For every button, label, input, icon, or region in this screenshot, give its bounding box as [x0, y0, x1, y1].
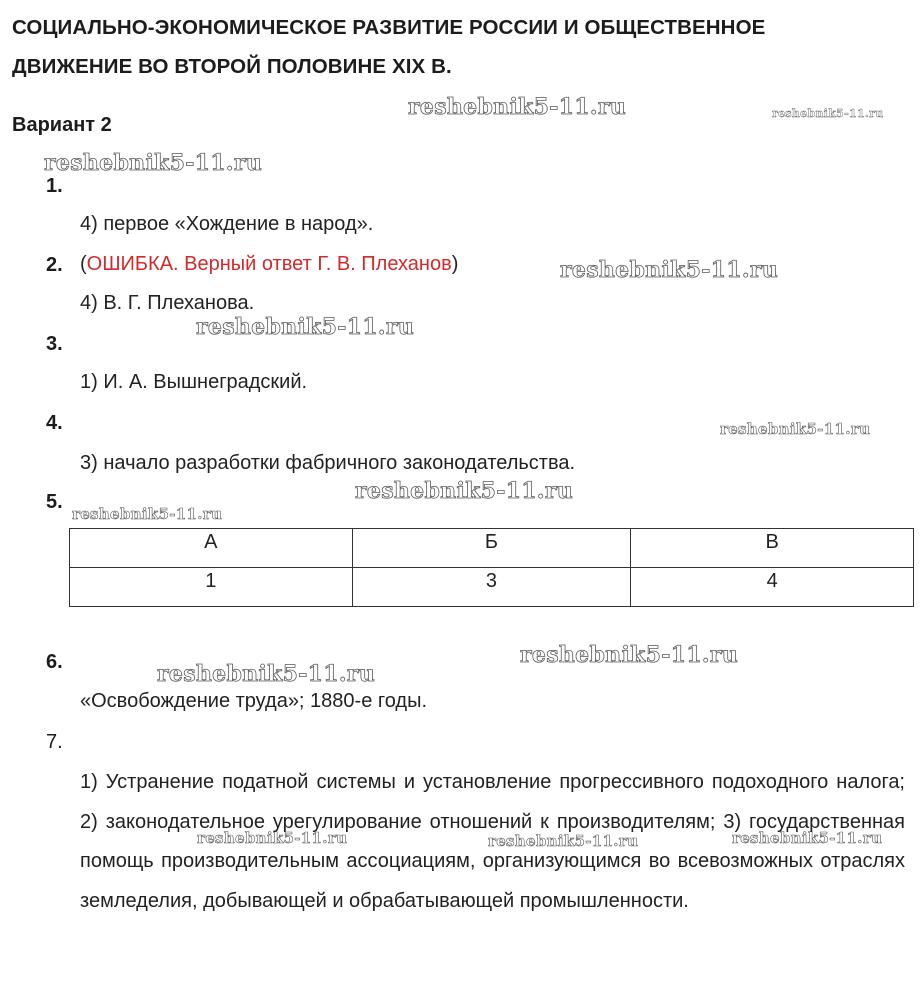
note-close-paren: ) [451, 253, 459, 275]
table-header-row [70, 529, 914, 568]
title-line-2: ДВИЖЕНИЕ ВО ВТОРОЙ ПОЛОВИНЕ XIX В. [12, 55, 452, 78]
watermark: reshebnik5-11.ru [772, 107, 884, 120]
answer-text: 1) И. А. Вышнеградский. [80, 371, 308, 393]
answer-text: 4) первое «Хождение в народ». [80, 213, 374, 235]
watermark: reshebnik5-11.ru [560, 257, 779, 283]
table-cell: 4 [631, 568, 914, 607]
table-cell: 3 [352, 568, 631, 607]
watermark: reshebnik5-11.ru [488, 832, 639, 850]
watermark: reshebnik5-11.ru [197, 829, 348, 847]
watermark: reshebnik5-11.ru [196, 314, 415, 340]
table-header-cell: В [631, 529, 914, 568]
watermark: reshebnik5-11.ru [408, 94, 627, 120]
watermark: reshebnik5-11.ru [520, 642, 739, 668]
answer-text: 4) В. Г. Плеханова. [80, 292, 255, 314]
variant-label: Вариант 2 [12, 114, 112, 136]
question-number: 2. [46, 254, 63, 276]
answer-paragraph: 1) Устранение податной системы и установление прогрессивного подоходного налога; 2) законодательное урегулирование отношений к производителям; 3) государственная помощь производительным ассоциациям, организующимся во всевозможных отраслях земледелия, добывающей и обрабатывающей промышленности. [80, 771, 905, 912]
table-cell: 1 [70, 568, 353, 607]
answer-text: 3) начало разработки фабричного законодательства. [80, 452, 576, 474]
table-header-cell: Б [352, 529, 631, 568]
error-text: ОШИБКА. Верный ответ Г. В. Плеханов [86, 253, 452, 275]
table-row [70, 568, 914, 607]
watermark: reshebnik5-11.ru [355, 478, 574, 504]
note-open-paren: ( [80, 253, 87, 275]
answer-table [69, 528, 914, 607]
question-number: 1. [46, 175, 63, 197]
watermark: reshebnik5-11.ru [72, 505, 223, 523]
watermark: reshebnik5-11.ru [157, 661, 376, 687]
question-number: 4. [46, 412, 63, 434]
error-note [80, 253, 458, 276]
question-number: 6. [46, 651, 63, 673]
title-line-1: СОЦИАЛЬНО-ЭКОНОМИЧЕСКОЕ РАЗВИТИЕ РОССИИ И ОБЩЕСТВЕННОЕ [12, 16, 766, 39]
answer-text: «Освобождение труда»; 1880-е годы. [80, 690, 428, 712]
question-number: 5. [46, 491, 63, 513]
watermark: reshebnik5-11.ru [732, 829, 883, 847]
document-title [12, 8, 912, 86]
table-header-cell: А [70, 529, 353, 568]
question-number: 3. [46, 333, 63, 355]
watermark: reshebnik5-11.ru [44, 150, 263, 176]
question-number: 7. [46, 731, 63, 753]
watermark: reshebnik5-11.ru [720, 420, 871, 438]
